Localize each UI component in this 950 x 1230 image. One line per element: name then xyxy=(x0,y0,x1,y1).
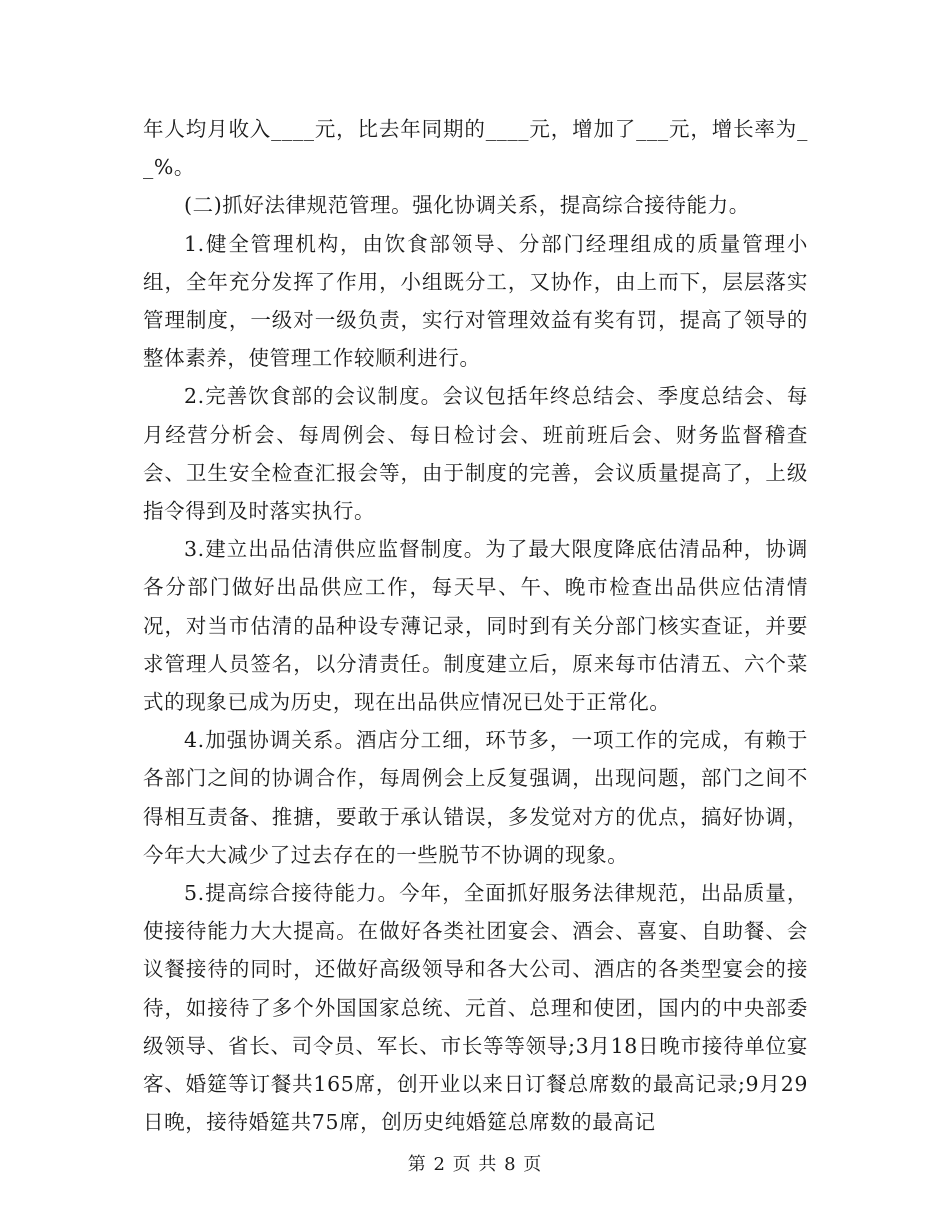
paragraph-item-5: 5.提高综合接待能力。今年，全面抓好服务法律规范，出品质量，使接待能力大大提高。在做好各类社团宴会、酒会、喜宴、自助餐、会议餐接待的同时，还做好高级领导和各大公司、酒店的各类型宴会的接待，如接待了多个外国国家总统、元首、总理和使团，国内的中央部委级领导、省长、司令员、军长、市长等等领导;3月18日晚市接待单位宴客、婚筵等订餐共165席，创开业以来日订餐总席数的最高记录;9月29日晚，接待婚筵共75席，创历史纯婚筵总席数的最高记 xyxy=(143,881,808,1135)
paragraph-item-1: 1.健全管理机构，由饮食部领导、分部门经理组成的质量管理小组，全年充分发挥了作用，小组既分工，又协作，由上而下，层层落实管理制度，一级对一级负责，实行对管理效益有奖有罚，提高了领导的整体素养，使管理工作较顺利进行。 xyxy=(143,231,808,371)
paragraph-item-3: 3.建立出品估清供应监督制度。为了最大限度降底估清品种，协调各分部门做好出品供应工作，每天早、午、晚市检查出品供应估清情况，对当市估清的品种设专薄记录，同时到有关分部门核实查证，并要求管理人员签名，以分清责任。制度建立后，原来每市估清五、六个菜式的现象已成为历史，现在出品供应情况已处于正常化。 xyxy=(143,537,808,715)
paragraph-item-2: 2.完善饮食部的会议制度。会议包括年终总结会、季度总结会、每月经营分析会、每周例会、每日检讨会、班前班后会、财务监督稽查会、卫生安全检查汇报会等，由于制度的完善，会议质量提高了，上级指令得到及时落实执行。 xyxy=(143,384,808,524)
document-body xyxy=(143,110,808,1141)
paragraph-income-stats: 年人均月收入____元，比去年同期的____元，增加了___元，增长率为__%。 xyxy=(143,117,808,180)
paragraph-item-4: 4.加强协调关系。酒店分工细，环节多，一项工作的完成，有赖于各部门之间的协调合作，每周例会上反复强调，出现问题，部门之间不得相互责备、推搪，要敢于承认错误，多发觉对方的优点，搞好协调，今年大大减少了过去存在的一些脱节不协调的现象。 xyxy=(143,728,808,867)
paragraph-section-heading: (二)抓好法律规范管理。强化协调关系，提高综合接待能力。 xyxy=(184,193,750,218)
page-number-footer: 第 2 页 共 8 页 xyxy=(407,1154,543,1175)
